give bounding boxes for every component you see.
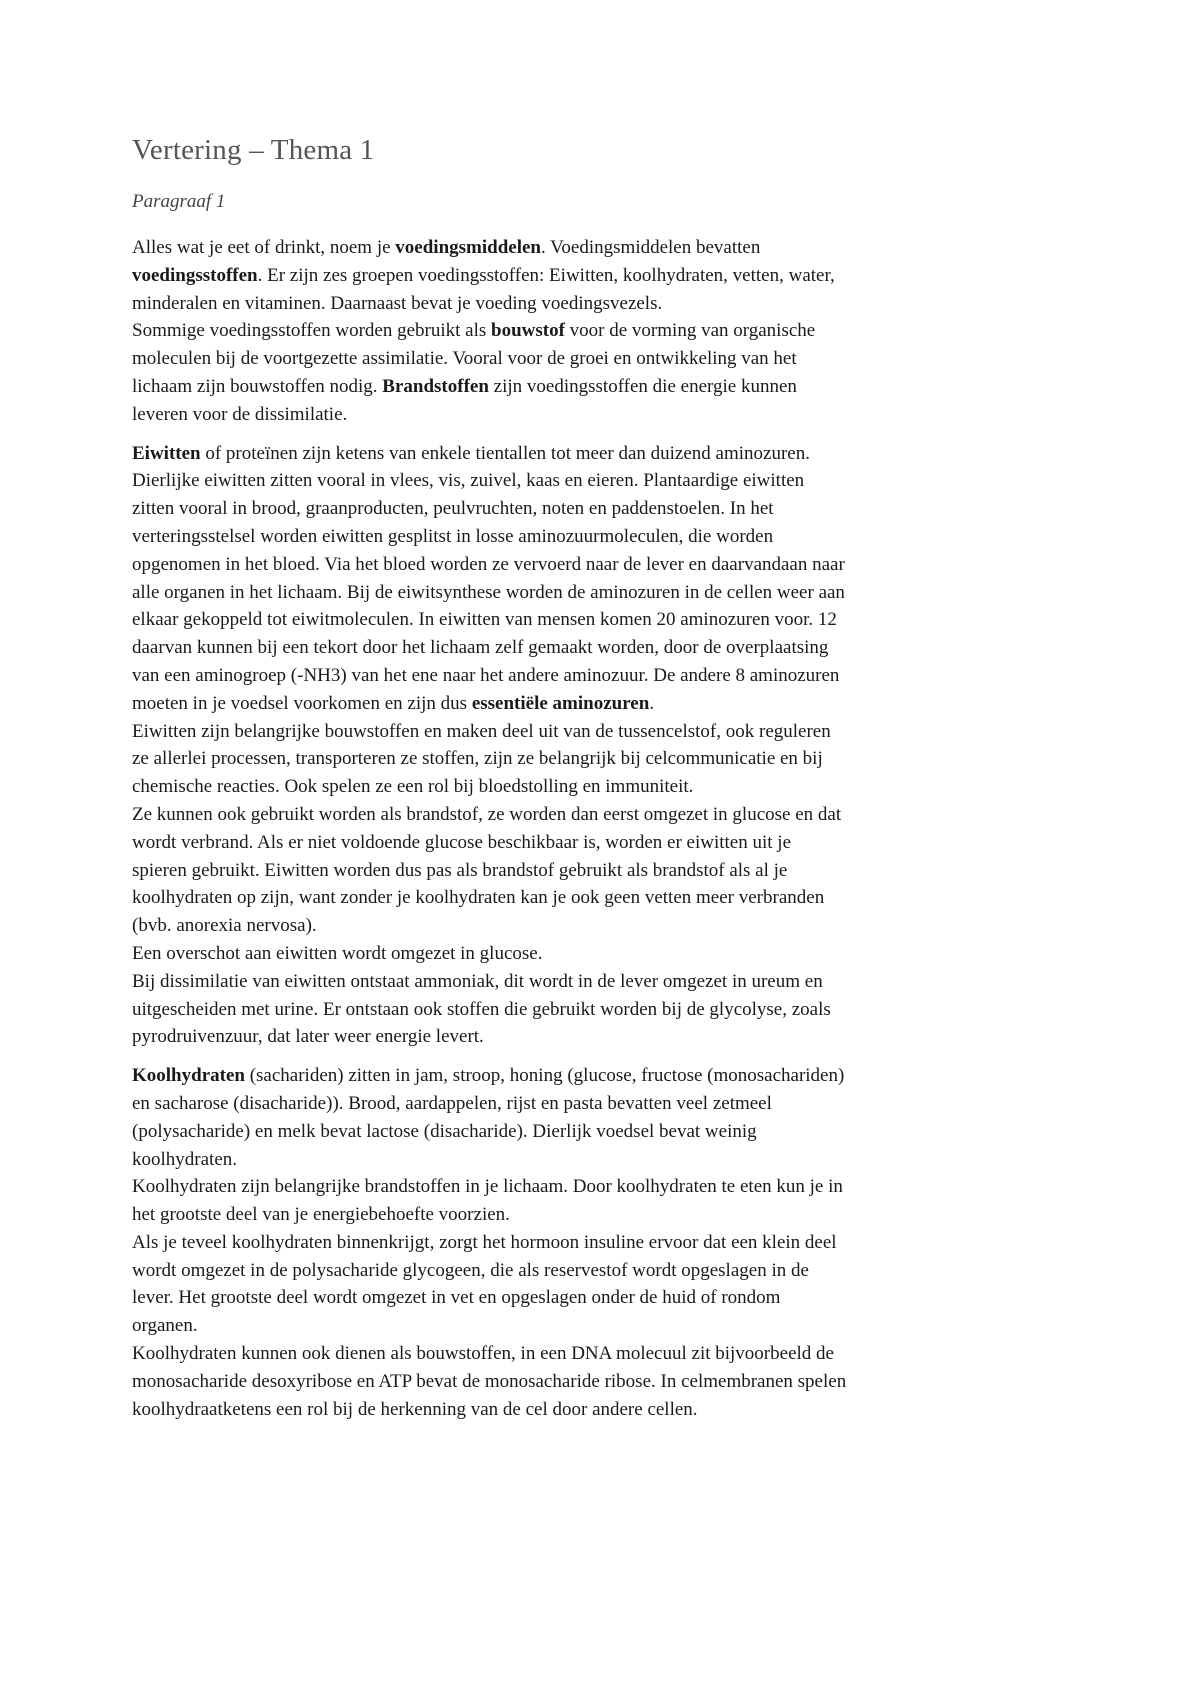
text-segment: (sachariden) zitten in jam, stroop, honing (glucose, fructose (monosachariden) <box>244 1065 845 1087</box>
text-segment: wordt omgezet in de polysacharide glycogeen, die als reservestof wordt opgeslagen in de <box>132 1259 809 1281</box>
text-segment: wordt verbrand. Als er niet voldoende glucose beschikbaar is, worden er eiwitten uit je <box>132 831 791 853</box>
text-segment: (bvb. anorexia nervosa). <box>132 915 317 937</box>
bold-term: essentiële aminozuren <box>471 692 650 714</box>
text-line <box>132 857 982 885</box>
text-segment: Ze kunnen ook gebruikt worden als brandstof, ze worden dan eerst omgezet in glucose en dat <box>132 803 842 825</box>
text-segment: monosacharide desoxyribose en ATP bevat de monosacharide ribose. In celmembranen spelen <box>132 1370 847 1392</box>
text-line <box>132 801 982 829</box>
text-line <box>132 440 982 468</box>
text-line <box>132 234 982 262</box>
text-line <box>132 1396 982 1424</box>
text-segment: opgenomen in het bloed. Via het bloed worden ze vervoerd naar de lever en daarvandaan naar <box>132 553 845 575</box>
text-line <box>132 912 982 940</box>
text-line <box>132 1062 982 1090</box>
text-segment: of proteïnen zijn ketens van enkele tientallen tot meer dan duizend aminozuren. <box>200 442 810 464</box>
text-segment: spieren gebruikt. Eiwitten worden dus pas als brandstof gebruikt als brandstof als al je <box>132 859 788 881</box>
text-line <box>132 401 982 429</box>
paragraph <box>132 234 982 429</box>
document-page <box>132 128 982 1434</box>
text-segment: Bij dissimilatie van eiwitten ontstaat ammoniak, dit wordt in de lever omgezet in ureum en <box>132 970 823 992</box>
text-segment: lichaam zijn bouwstoffen nodig. <box>132 375 383 397</box>
text-line <box>132 523 982 551</box>
text-line <box>132 634 982 662</box>
bold-term: voedingsstoffen <box>132 264 258 286</box>
text-segment: organen. <box>132 1315 198 1337</box>
text-line <box>132 1257 982 1285</box>
bold-term: voedingsmiddelen <box>395 237 541 258</box>
text-line <box>132 1284 982 1312</box>
text-line <box>132 345 982 373</box>
text-segment: Een overschot aan eiwitten wordt omgezet in glucose. <box>132 942 543 964</box>
text-line <box>132 662 982 690</box>
text-segment: . Er zijn zes groepen voedingsstoffen: Eiwitten, koolhydraten, vetten, water, <box>257 264 835 286</box>
text-line <box>132 373 982 401</box>
text-line <box>132 1368 982 1396</box>
text-segment: uitgescheiden met urine. Er ontstaan ook stoffen die gebruikt worden bij de glycolyse, zoals <box>132 998 831 1020</box>
bold-term: Koolhydraten <box>132 1065 245 1087</box>
text-line <box>132 718 982 746</box>
text-line <box>132 579 982 607</box>
text-segment: alle organen in het lichaam. Bij de eiwitsynthese worden de aminozuren in de cellen weer aan <box>132 581 845 603</box>
text-segment: van een aminogroep (-NH3) van het ene naar het andere aminozuur. De andere 8 aminozuren <box>132 664 840 686</box>
text-segment: Sommige voedingsstoffen worden gebruikt als <box>132 320 492 342</box>
bold-term: bouwstof <box>491 320 565 342</box>
text-line <box>132 1340 982 1368</box>
text-line <box>132 1118 982 1146</box>
text-line <box>132 996 982 1024</box>
text-segment: koolhydraten. <box>132 1148 238 1170</box>
section-heading: Paragraaf 1 <box>132 191 226 212</box>
text-line <box>132 317 982 345</box>
text-segment: pyrodruivenzuur, dat later weer energie levert. <box>132 1026 484 1048</box>
text-line <box>132 495 982 523</box>
text-line <box>132 968 982 996</box>
document-title: Vertering – Thema 1 <box>132 134 375 166</box>
text-segment: moleculen bij de voortgezette assimilatie. Vooral voor de groei en ontwikkeling van het <box>132 348 797 370</box>
text-segment: elkaar gekoppeld tot eiwitmoleculen. In eiwitten van mensen komen 20 aminozuren voor. 12 <box>132 609 837 631</box>
text-segment: Alles wat je eet of drinkt, noem je <box>132 237 396 258</box>
paragraph <box>132 1062 982 1423</box>
paragraph <box>132 440 982 1052</box>
text-segment: Als je teveel koolhydraten binnenkrijgt, zorgt het hormoon insuline ervoor dat een klein deel <box>132 1231 837 1253</box>
text-segment: minderalen en vitaminen. Daarnaast bevat je voeding voedingsvezels. <box>132 292 663 314</box>
text-line <box>132 467 982 495</box>
text-line <box>132 745 982 773</box>
text-segment: Koolhydraten zijn belangrijke brandstoffen in je lichaam. Door koolhydraten te eten kun je in <box>132 1176 843 1198</box>
text-segment: moeten in je voedsel voorkomen en zijn dus <box>132 692 472 714</box>
text-line <box>132 829 982 857</box>
text-segment: leveren voor de dissimilatie. <box>132 403 348 425</box>
text-segment: . Voedingsmiddelen bevatten <box>541 237 761 258</box>
text-segment: zijn voedingsstoffen die energie kunnen <box>488 375 797 397</box>
text-line <box>132 773 982 801</box>
text-segment: Koolhydraten kunnen ook dienen als bouwstoffen, in een DNA molecuul zit bijvoorbeeld de <box>132 1343 834 1365</box>
text-line <box>132 1090 982 1118</box>
text-segment: (polysacharide) en melk bevat lactose (disacharide). Dierlijk voedsel bevat weinig <box>132 1120 757 1142</box>
text-segment: het grootste deel van je energiebehoefte voorzien. <box>132 1204 510 1226</box>
text-segment: chemische reacties. Ook spelen ze een rol bij bloedstolling en immuniteit. <box>132 776 694 798</box>
bold-term: Brandstoffen <box>382 375 489 397</box>
text-segment: voor de vorming van organische <box>564 320 816 342</box>
text-line <box>132 1229 982 1257</box>
bold-term: Eiwitten <box>132 442 201 464</box>
text-line <box>132 1023 982 1051</box>
text-line <box>132 1146 982 1174</box>
text-segment: lever. Het grootste deel wordt omgezet in vet en opgeslagen onder de huid of rondom <box>132 1287 781 1309</box>
text-segment: . <box>649 692 655 714</box>
text-segment: Dierlijke eiwitten zitten vooral in vlees, vis, zuivel, kaas en eieren. Plantaardige eiwitten <box>132 470 805 492</box>
text-line <box>132 940 982 968</box>
text-segment: en sacharose (disacharide)). Brood, aardappelen, rijst en pasta bevatten veel zetmeel <box>132 1092 772 1114</box>
text-line <box>132 884 982 912</box>
document-body <box>132 234 982 1423</box>
text-line <box>132 606 982 634</box>
text-line <box>132 690 982 718</box>
text-line <box>132 290 982 318</box>
text-line <box>132 262 982 290</box>
text-line <box>132 1201 982 1229</box>
text-segment: daarvan kunnen bij een tekort door het lichaam zelf gemaakt worden, door de overplaatsing <box>132 637 829 659</box>
text-segment: zitten vooral in brood, graanproducten, peulvruchten, noten en paddenstoelen. In het <box>132 498 774 520</box>
text-segment: ze allerlei processen, transporteren ze stoffen, zijn ze belangrijk bij celcommunicatie en bij <box>132 748 823 770</box>
text-line <box>132 1312 982 1340</box>
text-segment: koolhydraatketens een rol bij de herkenning van de cel door andere cellen. <box>132 1398 698 1420</box>
text-line <box>132 551 982 579</box>
text-segment: koolhydraten op zijn, want zonder je koolhydraten kan je ook geen vetten meer verbranden <box>132 887 825 909</box>
text-line <box>132 1173 982 1201</box>
text-segment: verteringsstelsel worden eiwitten gesplitst in losse aminozuurmoleculen, die worden <box>132 525 774 547</box>
text-segment: Eiwitten zijn belangrijke bouwstoffen en maken deel uit van de tussencelstof, ook reguleren <box>132 720 831 742</box>
